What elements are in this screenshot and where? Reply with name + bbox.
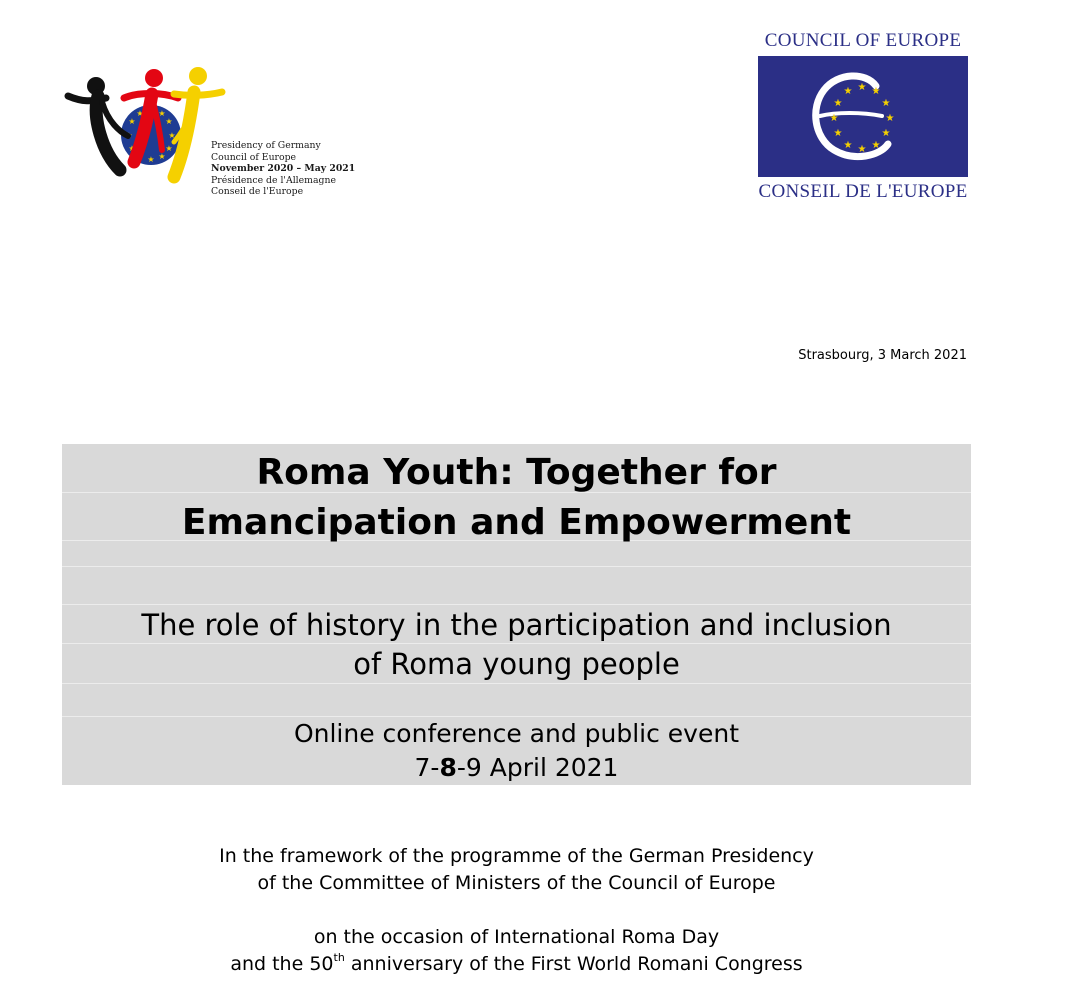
svg-text:★: ★ [857,144,867,155]
occasion-line: on the occasion of International Roma Day [313,926,720,948]
council-of-europe-logo [755,30,971,205]
presidency-line: Council of Europe [211,151,297,163]
svg-text:★: ★ [128,144,136,153]
event-dates [62,751,971,785]
svg-text:★: ★ [857,82,867,93]
event-type: Online conference and public event [293,719,740,748]
presidency-line: Présidence de l'Allemagne [211,174,336,186]
subtitle-line: of Roma young people [353,647,680,681]
svg-text:★: ★ [136,152,144,161]
framework-line: In the framework of the programme of the German Presidency [219,845,814,867]
coe-name-en: COUNCIL OF EUROPE [764,30,962,51]
subtitle [62,606,971,684]
ordinal-suffix: th [333,950,345,964]
event-dates-end: -9 April 2021 [456,753,619,782]
presidency-line: Presidency of Germany [211,140,321,151]
svg-text:★: ★ [136,109,144,118]
occasion-text-end: anniversary of the First World Romani Congress [344,953,803,975]
coe-name-fr: CONSEIL DE L'EUROPE [758,181,968,202]
svg-text:★: ★ [125,131,133,140]
svg-text:★: ★ [168,131,176,140]
event-dates-highlight: 8 [439,753,457,782]
title-line: Roma Youth: Together for [256,452,777,493]
date-line: Strasbourg, 3 March 2021 [798,348,967,363]
svg-text:★: ★ [881,128,891,139]
svg-text:★: ★ [128,117,136,126]
council-of-europe-flag-icon [758,56,968,177]
svg-text:★: ★ [147,106,155,115]
svg-text:★: ★ [881,98,891,109]
presidency-line: Conseil de l'Europe [211,186,304,198]
svg-text:★: ★ [158,152,166,161]
occasion-text-start: and the 50 [230,953,334,975]
svg-text:★: ★ [833,128,843,139]
svg-text:★: ★ [885,113,895,124]
presidency-logo [62,62,356,212]
svg-text:★: ★ [165,144,173,153]
svg-text:★: ★ [158,109,166,118]
svg-text:★: ★ [165,117,173,126]
occasion-line [62,951,971,978]
framework-line: of the Committee of Ministers of the Council of Europe [257,872,776,894]
three-figures-eu-stars-logo [62,62,227,187]
subtitle-line: The role of history in the participation and inclusion [141,608,892,642]
svg-text:★: ★ [843,140,853,151]
title-banner [62,444,971,785]
presidency-line: November 2020 – May 2021 [211,163,356,175]
svg-text:★: ★ [147,155,155,164]
event-dates-start: 7- [414,753,440,782]
svg-text:★: ★ [833,98,843,109]
svg-text:★: ★ [843,86,853,97]
framework-paragraph [62,843,971,897]
event-info [62,717,971,785]
title-line: Emancipation and Empowerment [181,502,852,543]
svg-text:★: ★ [829,113,839,124]
banner-divider [62,604,971,605]
svg-text:★: ★ [871,140,881,151]
banner-divider [62,566,971,567]
occasion-paragraph [62,924,971,978]
page-title [62,448,971,548]
svg-text:★: ★ [871,86,881,97]
presidency-logo-text [211,140,355,198]
